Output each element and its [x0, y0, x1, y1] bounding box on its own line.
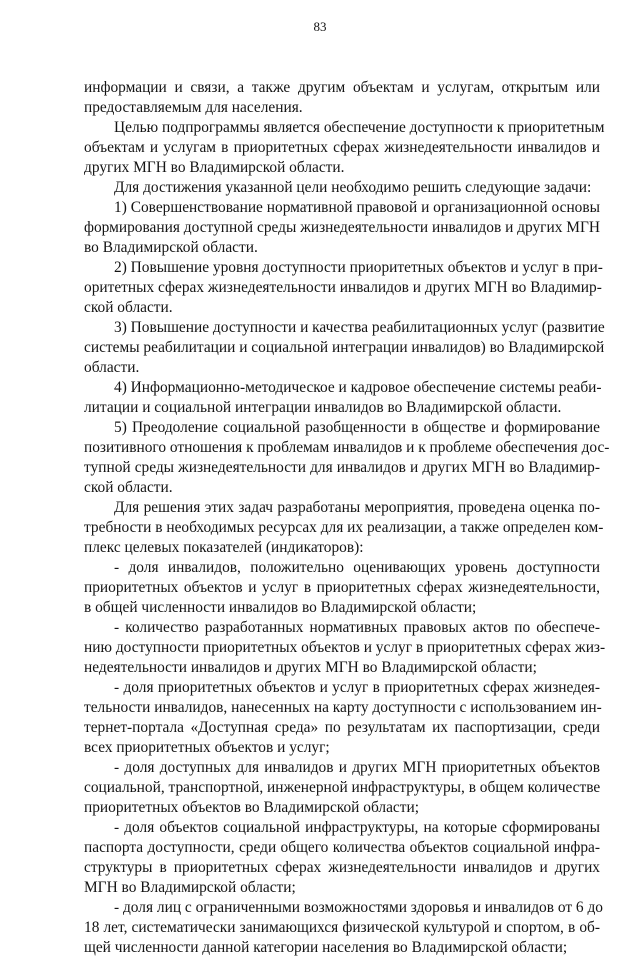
- paragraph-p14: [84, 818, 600, 898]
- text-line: тернет-портала «Доступная среда» по результатам их паспортизации, среди: [84, 719, 600, 736]
- text-line: формирования доступной среды жизнедеятельности инвалидов и других МГН: [84, 219, 600, 236]
- paragraph-p13: [84, 758, 600, 818]
- text-line: литации и социальной интеграции инвалидов во Владимирской области.: [84, 399, 562, 416]
- text-line: приоритетных объектов во Владимирской области;: [84, 799, 419, 816]
- text-line: щей численности данной категории населения во Владимирской области;: [84, 939, 568, 956]
- text-line: структуры в приоритетных сферах жизнедеятельности инвалидов и других: [84, 859, 600, 876]
- text-line: требности в необходимых ресурсах для их реализации, а также определен ком-: [84, 519, 604, 536]
- text-line: 18 лет, систематически занимающихся физической культурой и спортом, в об-: [84, 919, 600, 936]
- text-line: - доля доступных для инвалидов и других МГН приоритетных объектов: [114, 759, 600, 776]
- paragraph-p3: [84, 178, 600, 198]
- paragraph-p15: [84, 898, 603, 958]
- paragraph-p8: [84, 418, 610, 498]
- text-line: тельности инвалидов, нанесенных на карту доступности с использованием ин-: [84, 699, 602, 716]
- text-line: 1) Совершенствование нормативной правовой и организационной основы: [114, 199, 600, 216]
- text-line: системы реабилитации и социальной интеграции инвалидов) во Владимирской: [84, 339, 605, 356]
- text-line: позитивного отношения к проблемам инвалидов и к проблеме обеспечения дос-: [84, 439, 610, 456]
- text-line: плекс целевых показателей (индикаторов):: [84, 539, 364, 556]
- paragraph-p11: [84, 618, 606, 678]
- text-line: паспорта доступности, среди общего количества объектов социальной инфра-: [84, 839, 600, 856]
- text-line: приоритетных объектов и услуг в приоритетных сферах жизнедеятельности,: [84, 579, 600, 596]
- text-line: социальной, транспортной, инженерной инфраструктуры, в общем количестве: [84, 779, 601, 796]
- text-line: области.: [84, 359, 140, 376]
- text-line: 5) Преодоление социальной разобщенности в обществе и формирование: [114, 419, 600, 436]
- text-line: - количество разработанных нормативных правовых актов по обеспече-: [114, 619, 600, 636]
- document-body: [84, 78, 610, 958]
- text-line: тупной среды жизнедеятельности для инвалидов и других МГН во Владимир-: [84, 459, 600, 476]
- text-line: во Владимирской области.: [84, 239, 258, 256]
- text-line: нию доступности приоритетных объектов и услуг в приоритетных сферах жиз-: [84, 639, 606, 656]
- text-line: недеятельности инвалидов и других МГН во Владимирской области;: [84, 659, 537, 676]
- text-line: ской области.: [84, 479, 173, 496]
- text-line: МГН во Владимирской области;: [84, 879, 296, 896]
- paragraph-p4: [84, 198, 600, 258]
- text-line: ской области.: [84, 299, 173, 316]
- text-line: 2) Повышение уровня доступности приоритетных объектов и услуг в при-: [114, 259, 603, 276]
- paragraph-p2: [84, 118, 605, 178]
- text-line: Для достижения указанной цели необходимо решить следующие задачи:: [114, 179, 592, 196]
- text-line: 4) Информационно-методическое и кадровое обеспечение системы реаби-: [114, 379, 602, 396]
- text-line: - доля объектов социальной инфраструктуры, на которые сформированы: [114, 819, 600, 836]
- paragraph-p12: [84, 678, 600, 758]
- paragraph-p10: [84, 558, 600, 618]
- text-line: 3) Повышение доступности и качества реабилитационных услуг (развитие: [114, 319, 605, 336]
- text-line: предоставляемым для населения.: [84, 99, 303, 116]
- text-line: объектам и услугам в приоритетных сферах жизнедеятельности инвалидов и: [84, 139, 600, 156]
- text-line: в общей численности инвалидов во Владимирской области;: [84, 599, 477, 616]
- text-line: других МГН во Владимирской области.: [84, 159, 345, 176]
- paragraph-p9: [84, 498, 604, 558]
- text-line: Целью подпрограммы является обеспечение доступности к приоритетным: [114, 119, 605, 136]
- text-line: Для решения этих задач разработаны мероприятия, проведена оценка по-: [114, 499, 600, 516]
- text-line: - доля инвалидов, положительно оценивающих уровень доступности: [114, 559, 600, 576]
- text-line: - доля лиц с ограниченными возможностями здоровья и инвалидов от 6 до: [114, 899, 603, 916]
- text-line: - доля приоритетных объектов и услуг в приоритетных сферах жизнедея-: [114, 679, 600, 696]
- paragraph-p7: [84, 378, 600, 418]
- page-number: 83: [313, 19, 327, 34]
- paragraph-p1: [84, 78, 600, 118]
- text-line: оритетных сферах жизнедеятельности инвалидов и других МГН во Владимир-: [84, 279, 602, 296]
- paragraph-p5: [84, 258, 603, 318]
- text-line: информации и связи, а также другим объектам и услугам, открытым или: [84, 79, 600, 96]
- paragraph-p6: [84, 318, 605, 378]
- text-line: всех приоритетных объектов и услуг;: [84, 739, 330, 756]
